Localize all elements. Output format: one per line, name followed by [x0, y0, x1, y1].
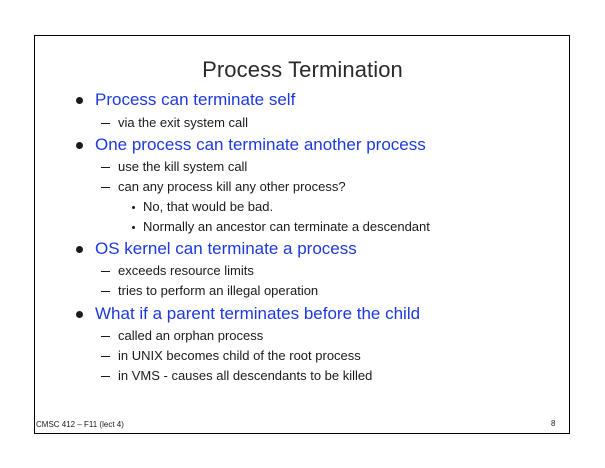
sub-sub-bullet-2-2: Normally an ancestor can terminate a descendant: [143, 219, 430, 234]
sub-bullet-2-1: use the kill system call: [118, 159, 248, 174]
bullet-4: What if a parent terminates before the child: [95, 304, 421, 323]
dash-2-2: [101, 187, 110, 188]
sub-bullet-4-2: in UNIX becomes child of the root process: [118, 348, 361, 363]
dash-1-1: [101, 123, 110, 124]
dash-3-2: [101, 291, 110, 292]
footer-course-label: CMSC 412 – F11 (lect 4): [36, 420, 124, 429]
bullet-2: One process can terminate another process: [95, 135, 426, 154]
dash-3-1: [101, 271, 110, 272]
dash-4-2: [101, 356, 110, 357]
sub-bullet-3-1: exceeds resource limits: [118, 263, 254, 278]
page-number: 8: [551, 419, 556, 428]
sub-sub-bullet-2-1: No, that would be bad.: [143, 199, 274, 214]
dash-4-1: [101, 336, 110, 337]
bullet-dot-4: [76, 311, 83, 318]
bullet-dot-2: [76, 142, 83, 149]
slide-title: Process Termination: [202, 57, 403, 82]
dash-2-1: [101, 167, 110, 168]
tiny-dot-2-1: [132, 206, 135, 209]
dash-4-3: [101, 376, 110, 377]
bullet-1: Process can terminate self: [95, 90, 296, 109]
sub-bullet-4-1: called an orphan process: [118, 328, 264, 343]
sub-bullet-3-2: tries to perform an illegal operation: [118, 283, 319, 298]
sub-bullet-1-1: via the exit system call: [118, 115, 249, 130]
sub-bullet-2-2: can any process kill any other process?: [118, 179, 346, 194]
bullet-dot-1: [76, 97, 83, 104]
bullet-3: OS kernel can terminate a process: [95, 239, 357, 258]
sub-bullet-4-3: in VMS - causes all descendants to be killed: [118, 368, 373, 383]
bullet-dot-3: [76, 246, 83, 253]
tiny-dot-2-2: [132, 226, 135, 229]
